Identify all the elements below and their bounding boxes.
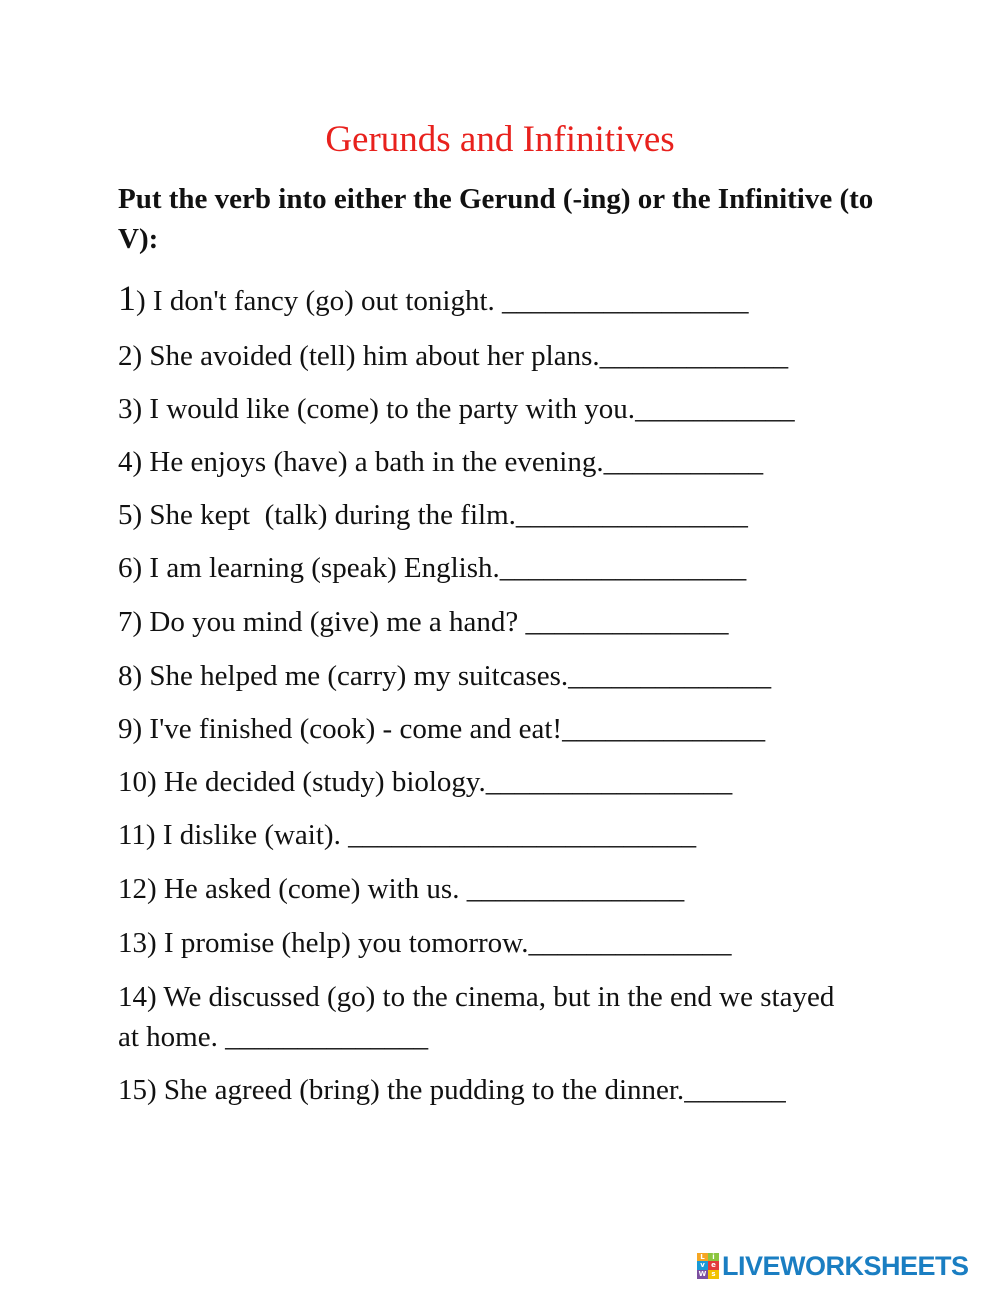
answer-blank[interactable]: ________________	[515, 499, 748, 531]
question-10	[118, 762, 918, 802]
logo-icon-tile: W	[698, 1270, 707, 1278]
question-12	[118, 869, 918, 909]
answer-blank[interactable]: ______________	[525, 606, 729, 638]
logo-icon-tile: e	[708, 1261, 719, 1270]
question-number: 7)	[118, 606, 150, 638]
answer-blank[interactable]: _________________	[499, 552, 747, 584]
question-number: 5)	[118, 499, 150, 531]
question-11	[118, 815, 918, 855]
question-2	[118, 336, 918, 376]
answer-blank[interactable]: _________________	[502, 285, 749, 317]
liveworksheets-logo[interactable]	[697, 1251, 969, 1281]
question-4	[118, 442, 918, 482]
answer-blank[interactable]: ________________________	[348, 819, 697, 851]
question-number: 1	[118, 278, 136, 318]
question-number: 9)	[118, 713, 150, 745]
question-3	[118, 389, 918, 429]
logo-icon-tile: s	[708, 1270, 719, 1279]
question-text: She kept (talk) during the film.	[149, 499, 516, 531]
question-text: He asked (come) with us.	[163, 873, 467, 905]
question-text: ) I don't fancy (go) out tonight.	[136, 285, 503, 317]
question-text: She helped me (carry) my suitcases.	[149, 660, 569, 692]
answer-blank[interactable]: ______________	[562, 713, 766, 745]
page-title: Gerunds and Infinitives	[325, 119, 675, 160]
answer-blank[interactable]: _____________	[599, 340, 789, 372]
question-text: I would like (come) to the party with you.	[149, 393, 636, 425]
question-text: I dislike (wait).	[162, 819, 349, 851]
question-text: We discussed (go) to the cinema, but in the end we stayed at home.	[118, 981, 842, 1053]
answer-blank[interactable]: _______________	[466, 873, 685, 905]
logo-icon-tile: i	[708, 1253, 719, 1261]
answer-blank[interactable]: ___________	[635, 393, 795, 425]
question-5	[118, 495, 918, 535]
logo-text: LIVEWORKSHEETS	[722, 1250, 969, 1281]
question-14	[118, 977, 858, 1057]
question-text: He decided (study) biology.	[163, 766, 486, 798]
instructions: Put the verb into either the Gerund (-ing) or the Infinitive (to V):	[118, 183, 874, 255]
answer-blank[interactable]: ______________	[568, 660, 772, 692]
question-number: 4)	[118, 446, 150, 478]
question-6	[118, 548, 918, 588]
question-text: She avoided (tell) him about her plans.	[149, 340, 600, 372]
answer-blank[interactable]: ___________	[603, 446, 764, 478]
question-number: 10)	[118, 766, 164, 798]
question-8	[118, 656, 918, 696]
question-number: 13)	[118, 927, 164, 959]
answer-blank[interactable]: ______________	[225, 1021, 429, 1053]
logo-icon-tile: L	[697, 1253, 708, 1261]
question-number: 14)	[118, 981, 164, 1013]
answer-blank[interactable]: _______	[684, 1074, 786, 1106]
question-number: 8)	[118, 660, 150, 692]
question-text: She agreed (bring) the pudding to the dinner.	[163, 1074, 685, 1106]
question-text: He enjoys (have) a bath in the evening.	[149, 446, 604, 478]
question-number: 11)	[118, 819, 163, 851]
question-number: 3)	[118, 393, 150, 425]
question-text: I promise (help) you tomorrow.	[163, 927, 529, 959]
answer-blank[interactable]: ______________	[528, 927, 732, 959]
question-1	[118, 278, 918, 321]
question-9	[118, 709, 918, 749]
question-7	[118, 602, 918, 642]
answer-blank[interactable]: _________________	[485, 766, 733, 798]
question-number: 15)	[118, 1074, 164, 1106]
question-number: 12)	[118, 873, 164, 905]
liveworksheets-icon	[697, 1253, 719, 1279]
question-text: Do you mind (give) me a hand?	[149, 606, 526, 638]
logo-icon-tile: v	[697, 1261, 708, 1270]
question-number: 6)	[118, 552, 150, 584]
question-13	[118, 923, 918, 963]
question-text: I've finished (cook) - come and eat!	[149, 713, 563, 745]
question-text: I am learning (speak) English.	[149, 552, 500, 584]
question-number: 2)	[118, 340, 150, 372]
question-15	[118, 1070, 918, 1110]
